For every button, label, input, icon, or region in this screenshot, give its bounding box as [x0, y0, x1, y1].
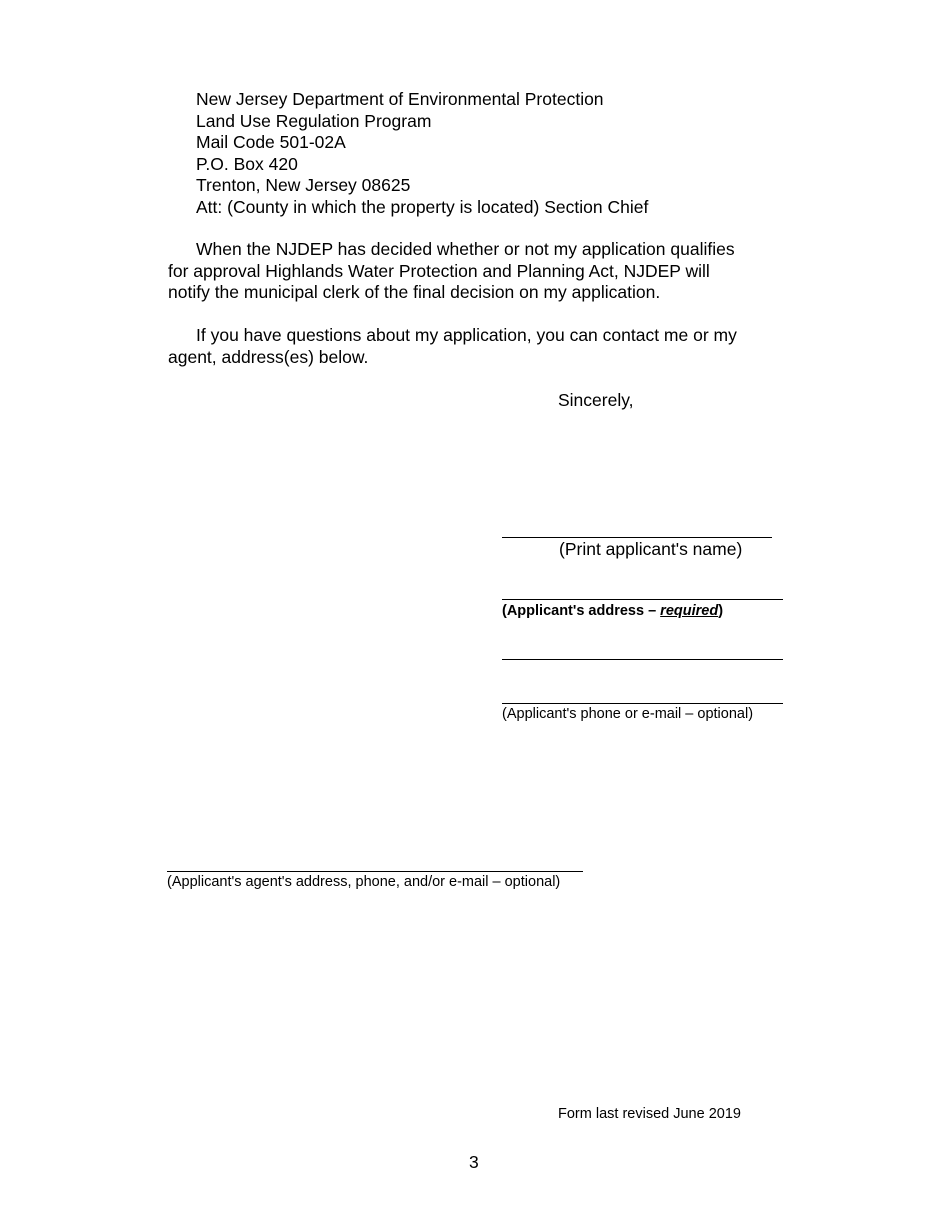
- recipient-line-city: Trenton, New Jersey 08625: [196, 175, 411, 195]
- applicant-address-label: [502, 602, 723, 620]
- recipient-line-program: Land Use Regulation Program: [196, 110, 432, 131]
- paragraph-line: When the NJDEP has decided whether or not my application qualifies: [196, 239, 735, 259]
- paragraph-line: notify the municipal clerk of the final decision on my application.: [168, 282, 661, 302]
- applicant-name-label: (Print applicant's name): [559, 539, 743, 559]
- paragraph-line: If you have questions about my application, you can contact me or my: [196, 325, 737, 345]
- address-label-prefix: (Applicant's address –: [502, 603, 661, 619]
- address-required-marker: required: [660, 603, 719, 619]
- recipient-line-po-box: P.O. Box 420: [196, 153, 298, 174]
- applicant-name-line: [502, 537, 772, 538]
- paragraph-line: for approval Highlands Water Protection and Planning Act, NJDEP will: [168, 260, 710, 281]
- recipient-line-department: New Jersey Department of Environmental Protection: [196, 89, 604, 109]
- applicant-contact-line: [502, 703, 783, 704]
- decision-notice-paragraph: [168, 239, 788, 304]
- agent-info-line: [167, 871, 583, 872]
- form-revision-note: Form last revised June 2019: [558, 1106, 741, 1122]
- paragraph-line: agent, address(es) below.: [168, 346, 369, 367]
- closing-salutation: Sincerely,: [558, 390, 634, 410]
- applicant-address-line-2: [502, 659, 783, 660]
- recipient-line-attention: Att: (County in which the property is located) Section Chief: [196, 196, 649, 217]
- applicant-address-line: [502, 599, 783, 600]
- contact-paragraph: [168, 325, 788, 368]
- agent-info-label: (Applicant's agent's address, phone, and/or e-mail – optional): [167, 874, 561, 890]
- address-label-suffix: ): [718, 603, 724, 619]
- applicant-contact-label: (Applicant's phone or e-mail – optional): [502, 706, 754, 722]
- recipient-line-mail-code: Mail Code 501-02A: [196, 132, 346, 152]
- recipient-address-block: [196, 89, 648, 218]
- page-number: 3: [469, 1152, 479, 1172]
